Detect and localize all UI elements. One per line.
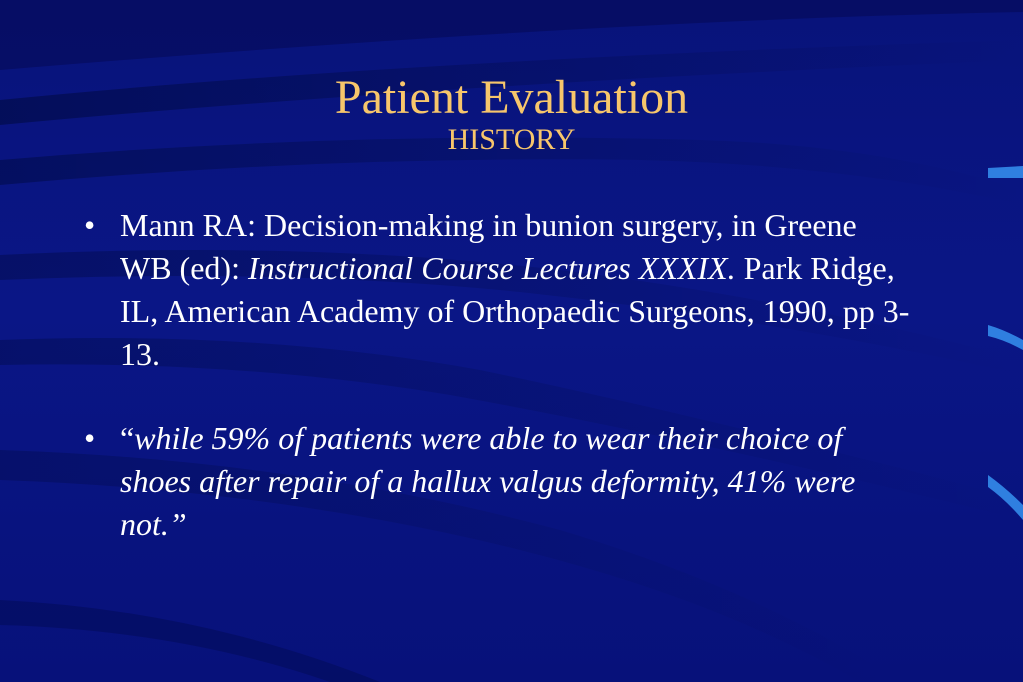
accent-mark — [988, 166, 1023, 178]
accent-mark — [988, 325, 1023, 350]
bullet-list — [84, 204, 914, 546]
quote-text: while 59% of patients were able to wear their choice of shoes after repair of a hallux valgus deformity, 41% were not.” — [120, 420, 856, 542]
citation-publisher: Park Ridge, IL, American Academy of Orthopaedic Surgeons, 1990, pp 3-13. — [120, 250, 910, 372]
bullet-marker: • — [84, 420, 96, 456]
slide-title: Patient Evaluation — [334, 71, 689, 124]
swoosh-band — [0, 600, 380, 682]
bullet-marker: • — [84, 207, 96, 243]
slide-subtitle: HISTORY — [447, 123, 576, 156]
bullet-item-citation — [84, 204, 914, 376]
bullet-item-quote — [84, 417, 914, 546]
title-block — [0, 70, 1023, 158]
citation-book-title: Instructional Course Lectures XXXIX. — [247, 250, 736, 286]
citation-text: Mann RA: Decision-making in bunion surgery, in Greene WB (ed): — [120, 207, 857, 286]
open-quote: “ — [120, 420, 135, 456]
